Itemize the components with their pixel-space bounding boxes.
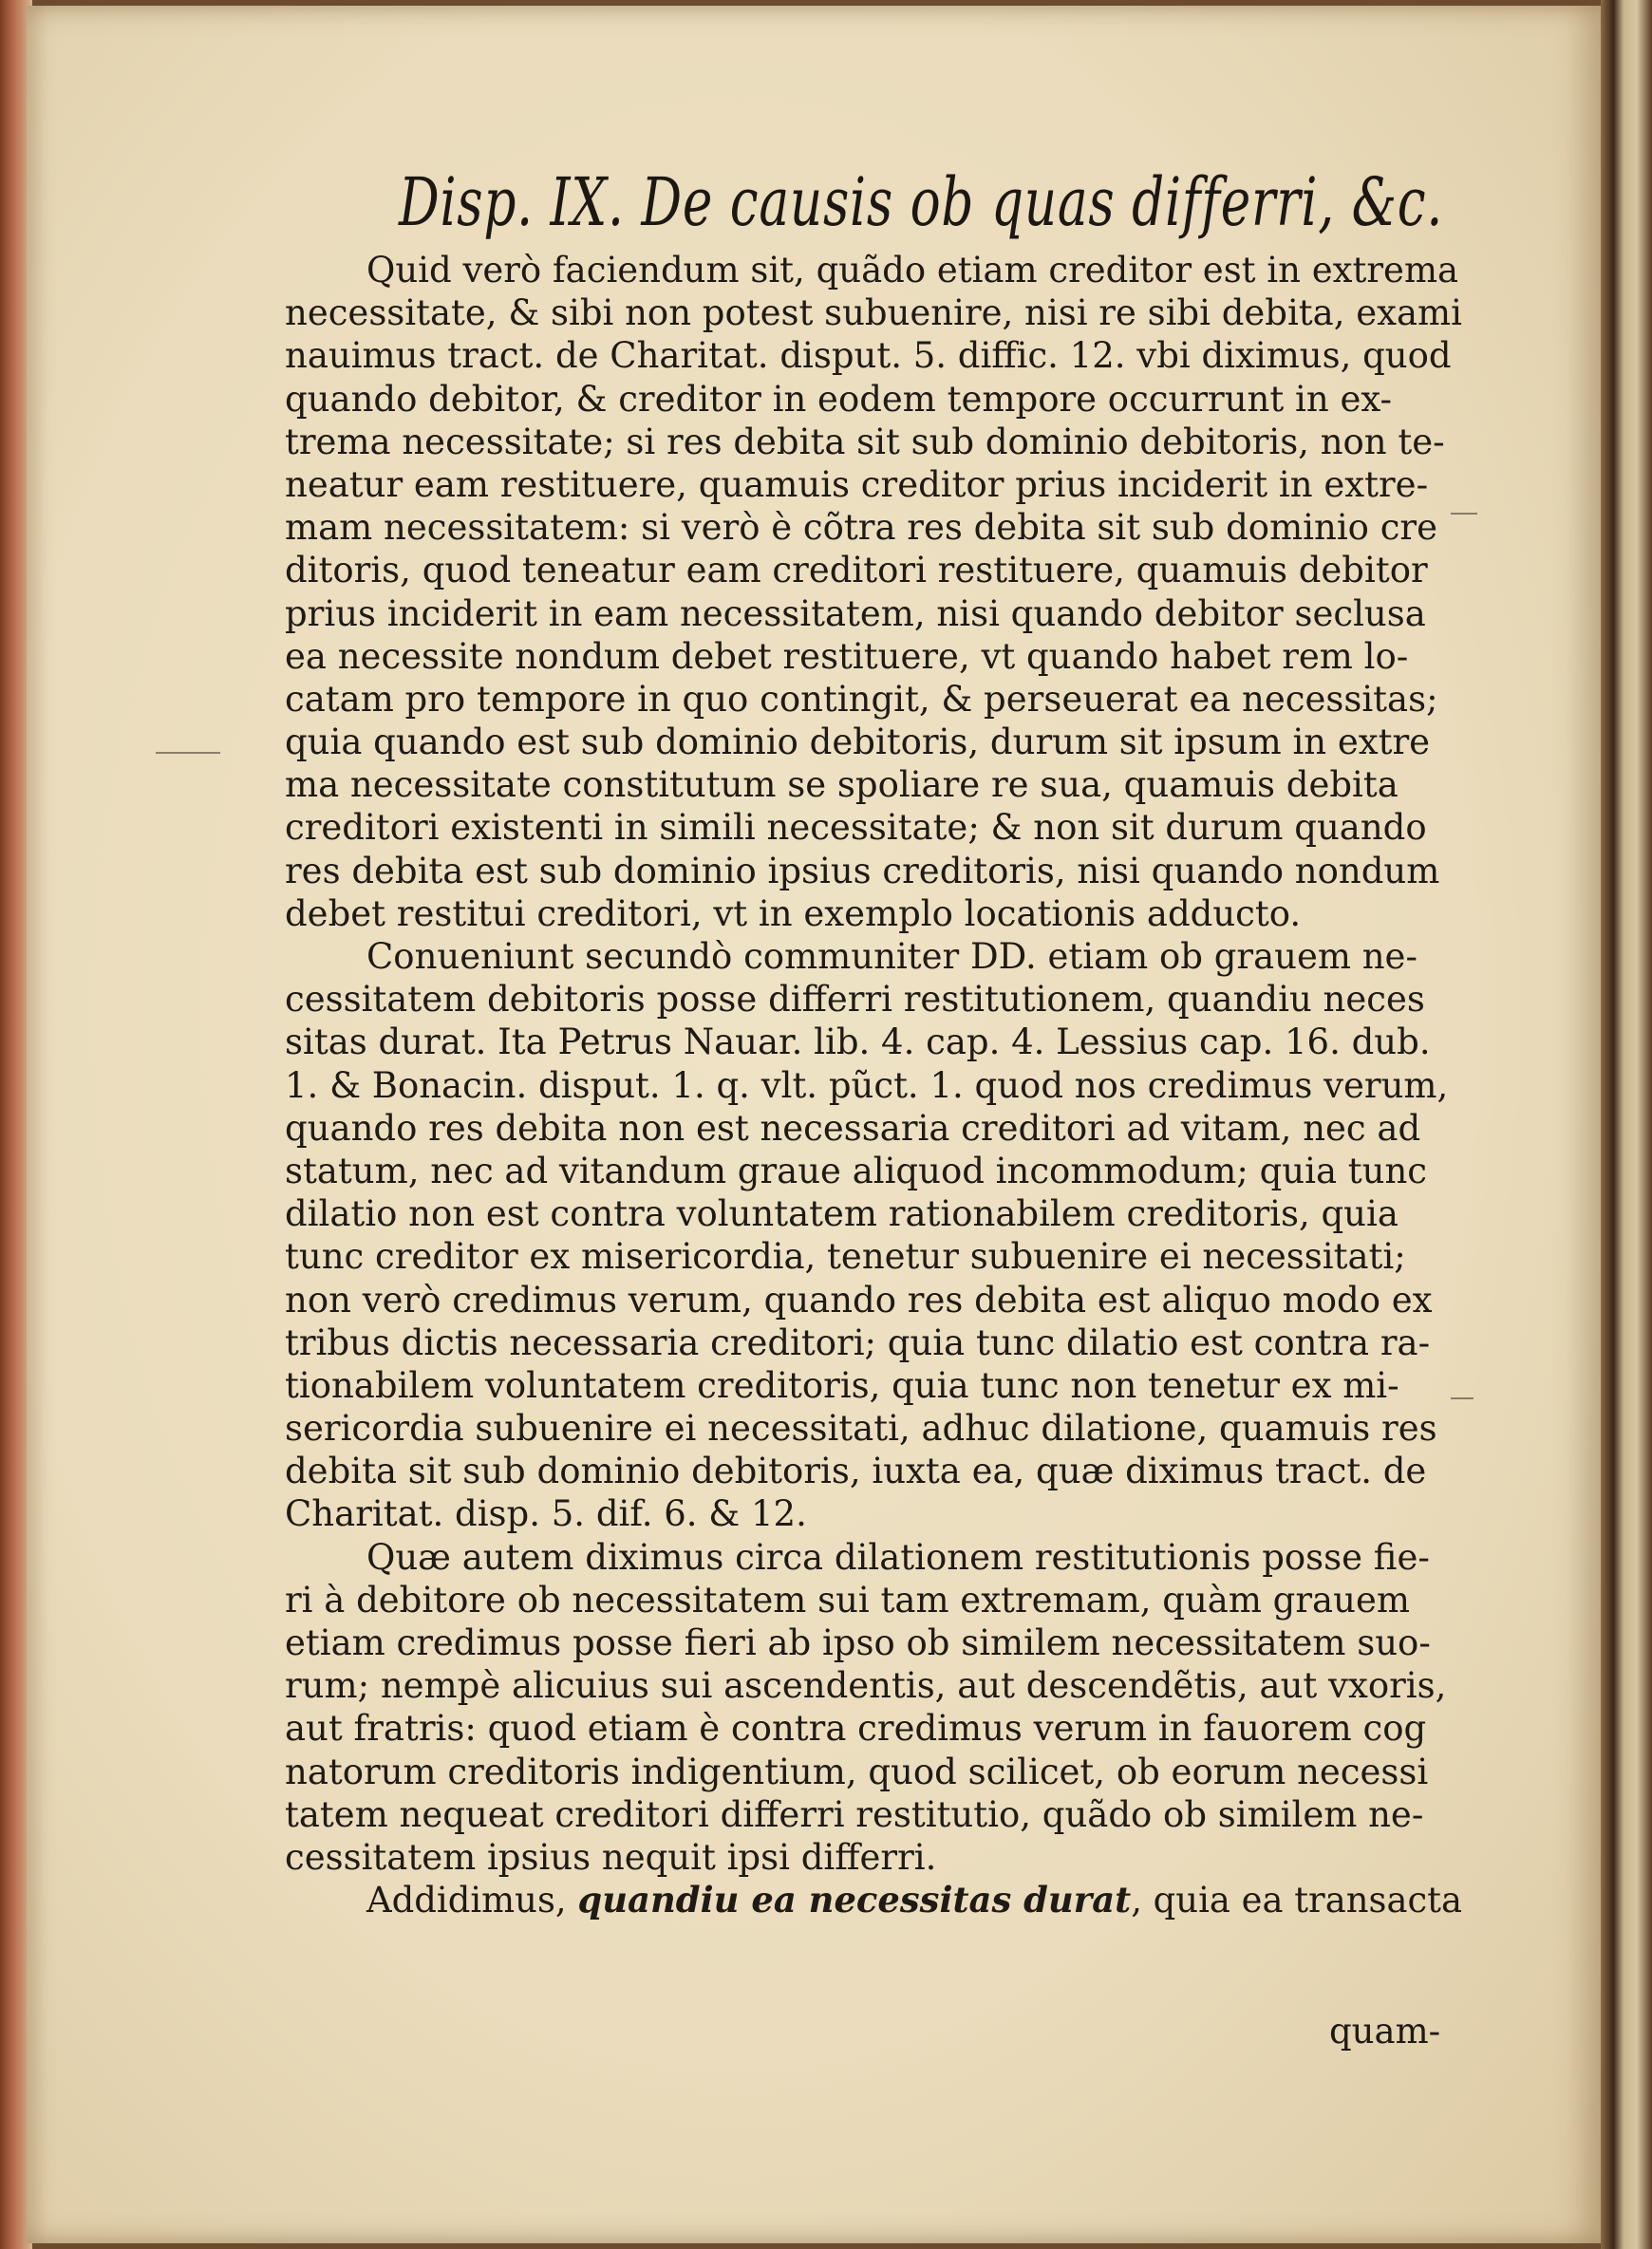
text-line: sitas durat. Ita Petrus Nauar. lib. 4. cap. 4. Lessius cap. 16. dub. <box>285 1021 1431 1063</box>
text-line: quando debitor, & creditor in eodem tempore occurrunt in ex- <box>285 378 1393 420</box>
final-line-emphasis: quandiu ea necessitas durat <box>577 1879 1132 1921</box>
text-line: Quid verò faciendum sit, quãdo etiam creditor est in extrema <box>366 250 1459 290</box>
text-line: ea necessite nondum debet restituere, vt quando habet rem lo- <box>285 635 1409 677</box>
margin-mark-left <box>156 752 220 754</box>
text-line: cessitatem ipsius nequit ipsi differri. <box>285 1836 937 1878</box>
text-line: debet restitui creditori, vt in exemplo locationis adducto. <box>285 892 1302 934</box>
final-line-lead: Addidimus, <box>366 1880 578 1921</box>
margin-mark-right-upper <box>1451 513 1477 515</box>
margin-mark-right-lower <box>1451 1397 1474 1399</box>
text-line: Charitat. disp. 5. dif. 6. & 12. <box>285 1493 807 1535</box>
text-line: creditori existenti in simili necessitate; & non sit durum quando <box>285 807 1427 849</box>
text-line: sericordia subuenire ei necessitati, adhuc dilatione, quamuis res <box>285 1408 1437 1450</box>
text-line: aut fratris: quod etiam è contra credimus verum in fauorem cog <box>285 1708 1427 1750</box>
facing-page-gutter <box>1601 0 1652 2249</box>
text-line: 1. & Bonacin. disput. 1. q. vlt. pũct. 1. quod nos credimus verum, <box>285 1064 1449 1106</box>
text-line: statum, nec ad vitandum graue aliquod incommodum; quia tunc <box>285 1150 1428 1191</box>
text-line: debita sit sub dominio debitoris, iuxta ea, quæ diximus tract. de <box>285 1451 1427 1492</box>
text-line: Conueniunt secundò communiter DD. etiam ob grauem ne- <box>366 936 1417 977</box>
text-line: Quæ autem diximus circa dilationem restitutionis posse fie- <box>366 1536 1430 1578</box>
text-line: res debita est sub dominio ipsius creditoris, nisi quando nondum <box>285 850 1440 891</box>
text-line: tatem nequeat creditori differri restitutio, quãdo ob similem ne- <box>285 1793 1424 1835</box>
text-line: tionabilem voluntatem creditoris, quia tunc non tenetur ex mi- <box>285 1364 1399 1406</box>
final-line-tail: , quia ea transacta <box>1131 1880 1462 1921</box>
text-line: mam necessitatem: si verò è cõtra res debita sit sub dominio cre <box>285 507 1438 549</box>
text-line: non verò credimus verum, quando res debita est aliquo modo ex <box>285 1279 1433 1321</box>
text-line: catam pro tempore in quo contingit, & perseuerat ea necessitas; <box>285 678 1438 720</box>
text-lines <box>285 249 1462 1879</box>
text-line: rum; nempè alicuius sui ascendentis, aut descendẽtis, aut vxoris, <box>285 1665 1447 1707</box>
running-head: Disp. IX. De causis ob quas differri, &c. <box>399 163 1444 241</box>
text-line: trema necessitate; si res debita sit sub dominio debitoris, non te- <box>285 421 1445 462</box>
text-line: nauimus tract. de Charitat. disput. 5. diffic. 12. vbi diximus, quod <box>285 335 1452 377</box>
text-line: ma necessitate constitutum se spoliare re sua, quamuis debita <box>285 764 1399 806</box>
page-body-text <box>285 249 1462 1921</box>
catchword: quam- <box>1329 2011 1441 2052</box>
text-line: tunc creditor ex misericordia, tenetur subuenire ei necessitati; <box>285 1236 1406 1278</box>
text-line: neatur eam restituere, quamuis creditor prius inciderit in extre- <box>285 463 1429 505</box>
text-line: necessitate, & sibi non potest subuenire, nisi re sibi debita, exami <box>285 292 1462 334</box>
text-line: dilatio non est contra voluntatem rationabilem creditoris, quia <box>285 1193 1399 1235</box>
text-line: prius inciderit in eam necessitatem, nisi quando debitor seclusa <box>285 592 1426 634</box>
text-line: natorum creditoris indigentium, quod scilicet, ob eorum necessi <box>285 1751 1429 1792</box>
text-line: ri à debitore ob necessitatem sui tam extremam, quàm grauem <box>285 1579 1410 1621</box>
text-line-final <box>285 1879 1462 1921</box>
text-line: etiam credimus posse fieri ab ipso ob similem necessitatem suo- <box>285 1622 1431 1663</box>
text-line: quia quando est sub dominio debitoris, durum sit ipsum in extre <box>285 722 1431 763</box>
text-line: ditoris, quod teneatur eam creditori restituere, quamuis debitor <box>285 550 1428 591</box>
text-line: quando res debita non est necessaria creditori ad vitam, nec ad <box>285 1107 1421 1149</box>
text-line: tribus dictis necessaria creditori; quia tunc dilatio est contra ra- <box>285 1321 1431 1363</box>
text-line: cessitatem debitoris posse differri restitutionem, quandiu neces <box>285 979 1425 1021</box>
